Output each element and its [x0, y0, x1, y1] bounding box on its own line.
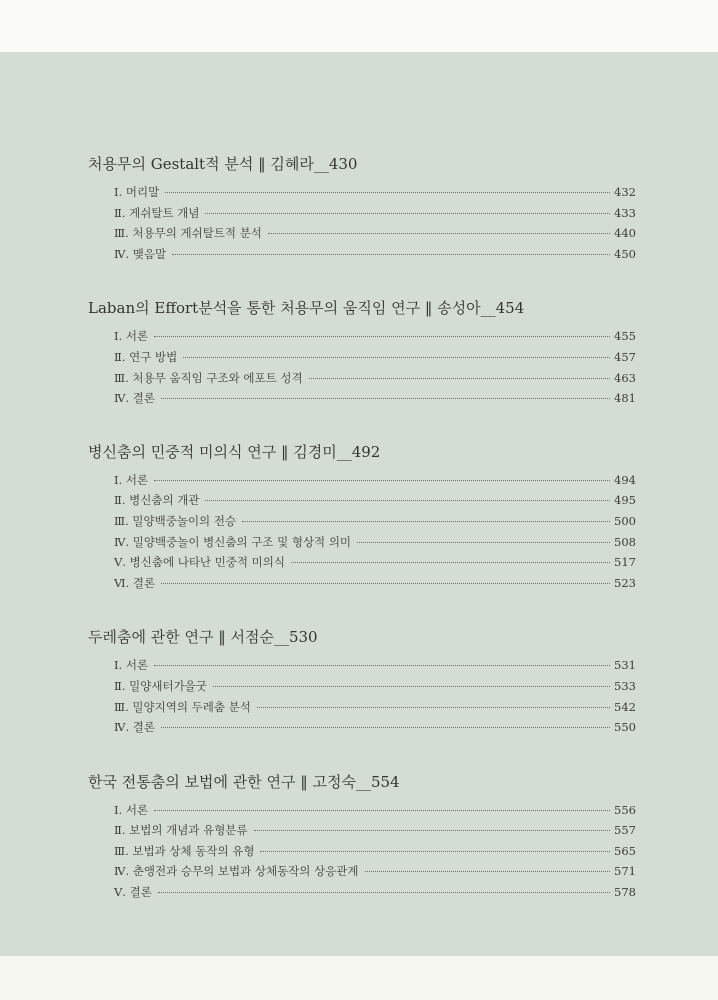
entry-page: 542 — [614, 699, 636, 714]
entry-page: 531 — [614, 658, 636, 673]
entry-label: Ⅴ. 결론 — [114, 885, 152, 900]
entry-label: Ⅰ. 서론 — [114, 658, 149, 673]
toc-entry — [88, 717, 636, 738]
dot-leader — [154, 480, 610, 481]
toc-section — [88, 627, 636, 737]
entry-label: Ⅳ. 결론 — [114, 720, 156, 735]
toc-entry — [88, 655, 636, 676]
entry-label: Ⅱ. 보법의 개념과 유형분류 — [114, 823, 248, 838]
toc-entry — [88, 697, 636, 718]
dot-leader — [183, 357, 610, 358]
dot-leader — [154, 665, 610, 666]
toc-section — [88, 298, 636, 408]
entry-label: Ⅲ. 처용무 움직임 구조와 에포트 성격 — [114, 370, 303, 385]
toc-entry — [88, 470, 636, 491]
toc-entry — [88, 532, 636, 553]
toc-entry — [88, 800, 636, 821]
dot-leader — [161, 398, 610, 399]
toc-entry — [88, 573, 636, 594]
dot-leader — [242, 521, 610, 522]
dot-leader — [260, 851, 610, 852]
entry-page: 533 — [614, 678, 636, 693]
toc-entry — [88, 244, 636, 265]
entry-page: 578 — [614, 885, 636, 900]
toc-entry — [88, 490, 636, 511]
dot-leader — [357, 542, 610, 543]
entry-page: 481 — [614, 391, 636, 406]
entry-page: 450 — [614, 246, 636, 261]
toc-entry — [88, 182, 636, 203]
dot-leader — [254, 830, 610, 831]
section-title: 병신춤의 민중적 미의식 연구 ‖ 김경미__492 — [88, 442, 381, 461]
entry-page: 523 — [614, 575, 636, 590]
dot-leader — [268, 233, 610, 234]
dot-leader — [213, 686, 610, 687]
toc-entry — [88, 676, 636, 697]
dot-leader — [154, 336, 610, 337]
toc-entry — [88, 368, 636, 389]
entry-label: Ⅳ. 결론 — [114, 391, 156, 406]
entry-label: Ⅰ. 서론 — [114, 329, 149, 344]
toc-entry — [88, 388, 636, 409]
section-title: 두레춤에 관한 연구 ‖ 서점순__530 — [88, 628, 318, 647]
toc-entry — [88, 223, 636, 244]
toc-entry — [88, 347, 636, 368]
dot-leader — [365, 871, 611, 872]
section-title: 처용무의 Gestalt적 분석 ‖ 김혜라__430 — [88, 155, 358, 173]
toc-section — [88, 772, 636, 903]
entry-page: 565 — [614, 843, 636, 858]
entry-label: Ⅲ. 밀양백중놀이의 전승 — [114, 513, 237, 528]
entry-label: Ⅲ. 처용무의 게쉬탈트적 분석 — [114, 226, 262, 241]
entry-label: Ⅲ. 보법과 상체 동작의 유형 — [114, 843, 255, 858]
dot-leader — [257, 707, 610, 708]
dot-leader — [205, 500, 610, 501]
toc-entry — [88, 841, 636, 862]
entry-page: 432 — [614, 185, 636, 199]
entry-page: 494 — [614, 472, 636, 487]
entry-label: Ⅳ. 춘앵전과 승무의 보법과 상체동작의 상응관계 — [114, 864, 359, 879]
entry-label: Ⅱ. 병신춤의 개관 — [114, 493, 200, 508]
entry-page: 550 — [614, 720, 636, 735]
entry-page: 495 — [614, 493, 636, 508]
entry-page: 457 — [614, 349, 636, 364]
entry-label: Ⅴ. 병신춤에 나타난 민중적 미의식 — [114, 555, 285, 570]
entry-page: 500 — [614, 513, 636, 528]
page-top-margin — [0, 0, 718, 52]
dot-leader — [291, 562, 610, 563]
dot-leader — [165, 192, 610, 193]
toc-section — [88, 442, 636, 594]
entry-page: 557 — [614, 823, 636, 838]
toc-entry — [88, 820, 636, 841]
entry-page: 517 — [614, 555, 636, 570]
toc-section — [88, 154, 636, 264]
entry-page: 508 — [614, 534, 636, 549]
dot-leader — [161, 727, 610, 728]
page-bottom-margin — [0, 956, 718, 1000]
table-of-contents — [88, 154, 636, 937]
dot-leader — [154, 810, 610, 811]
entry-label: Ⅱ. 연구 방법 — [114, 349, 178, 364]
entry-label: Ⅱ. 게쉬탈트 개념 — [114, 205, 200, 220]
dot-leader — [158, 892, 610, 893]
entry-page: 440 — [614, 226, 636, 241]
section-title: Laban의 Effort분석을 통한 처용무의 움직임 연구 ‖ 송성아__454 — [88, 299, 525, 318]
entry-page: 433 — [614, 205, 636, 220]
entry-label: Ⅱ. 밀양새터가을굿 — [114, 678, 207, 693]
dot-leader — [172, 254, 610, 255]
dot-leader — [161, 583, 610, 584]
entry-page: 556 — [614, 802, 636, 817]
toc-entry — [88, 203, 636, 224]
entry-label: Ⅵ. 결론 — [114, 575, 156, 590]
section-title: 한국 전통춤의 보법에 관한 연구 ‖ 고정숙__554 — [88, 772, 400, 791]
toc-entry — [88, 552, 636, 573]
entry-label: Ⅰ. 서론 — [114, 802, 149, 817]
entry-page: 463 — [614, 370, 636, 385]
entry-label: Ⅳ. 맺음말 — [114, 246, 167, 261]
entry-label: Ⅰ. 머리말 — [114, 185, 160, 199]
entry-label: Ⅰ. 서론 — [114, 472, 149, 487]
toc-entry — [88, 882, 636, 903]
entry-label: Ⅳ. 밀양백중놀이 병신춤의 구조 및 형상적 의미 — [114, 534, 352, 549]
entry-label: Ⅲ. 밀양지역의 두레춤 분석 — [114, 699, 251, 714]
toc-entry — [88, 326, 636, 347]
toc-entry — [88, 861, 636, 882]
dot-leader — [205, 213, 610, 214]
entry-page: 571 — [614, 864, 636, 879]
toc-entry — [88, 511, 636, 532]
entry-page: 455 — [614, 329, 636, 344]
dot-leader — [309, 378, 610, 379]
